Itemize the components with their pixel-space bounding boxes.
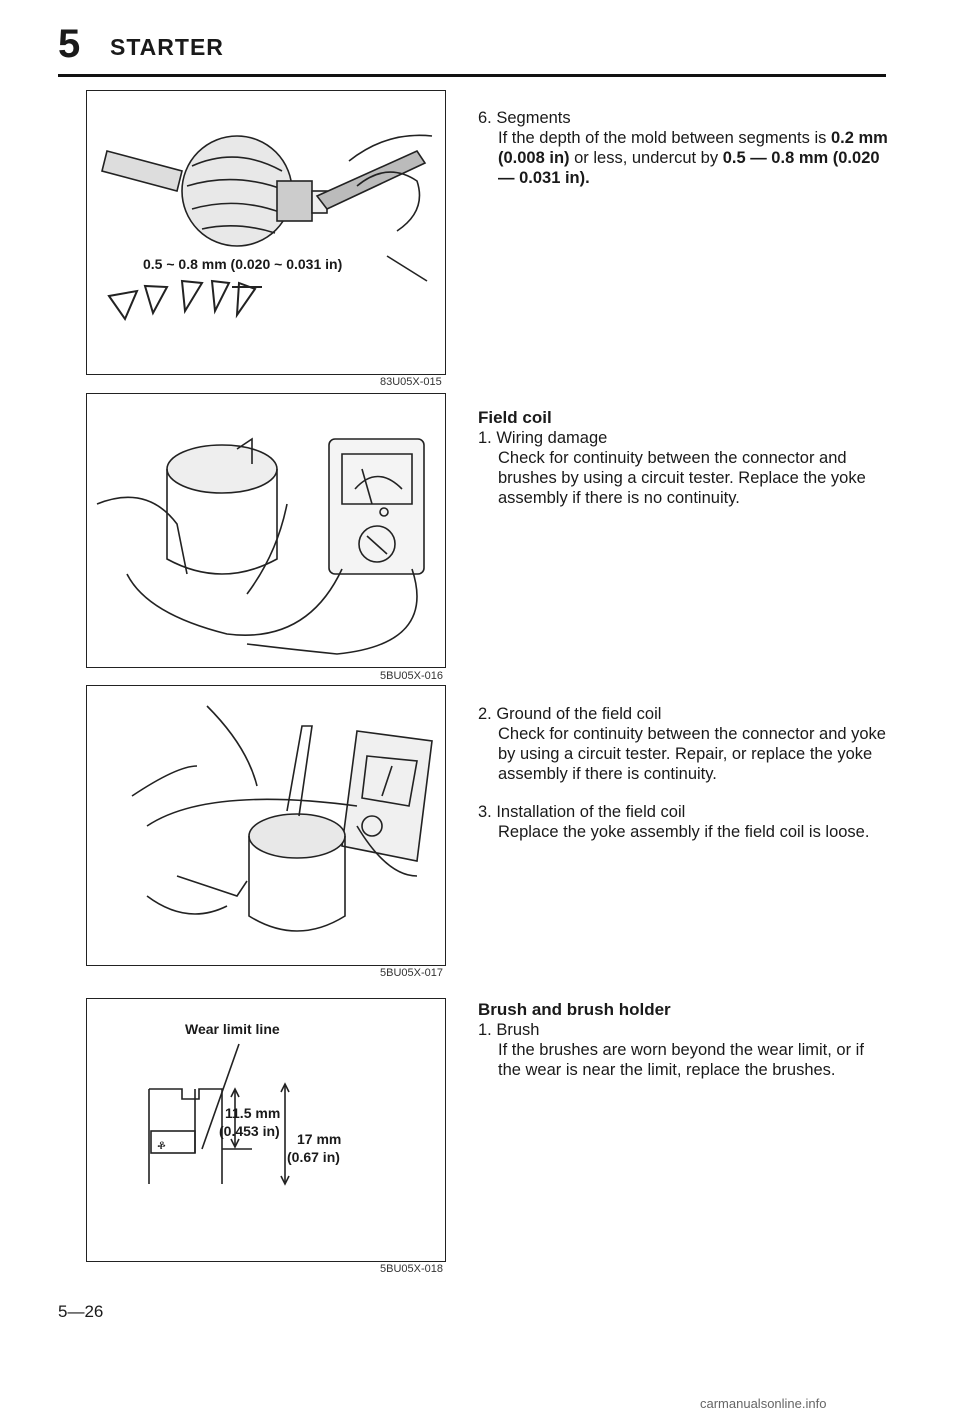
figure-code: 5BU05X-017 — [380, 967, 443, 979]
header-rule — [58, 74, 886, 77]
ground-test-illustration — [87, 686, 445, 965]
undercut-depth-label: 0.5 ~ 0.8 mm (0.020 ~ 0.031 in) — [143, 256, 343, 272]
figure-code: 5BU05X-018 — [380, 1263, 443, 1275]
brush-item1-title: 1. Brush — [478, 1021, 540, 1039]
dim-11-inch-label: (0.453 in) — [219, 1123, 280, 1139]
figure-field-coil-continuity — [86, 393, 446, 668]
dim-11-label: 11.5 mm — [225, 1105, 281, 1121]
field-coil-item1-body: Check for continuity between the connector and brushes by using a circuit tester. Replace the yoke assembly if there is no continuity. — [498, 449, 866, 507]
section-number: 5 — [58, 22, 81, 66]
brush-item1-body: If the brushes are worn beyond the wear limit, or if the wear is near the limit, replace the brushes. — [498, 1041, 864, 1079]
figure-brush-wear — [86, 998, 446, 1262]
field-coil-item1-title: 1. Wiring damage — [478, 429, 608, 447]
segments-text-1: If the depth of the mold between segments is — [498, 129, 831, 147]
segments-body — [478, 128, 888, 188]
bosch-logo: ቆ — [157, 1137, 166, 1152]
field-coil-section — [478, 408, 888, 508]
figure-field-coil-ground — [86, 685, 446, 966]
segments-title: 6. Segments — [478, 109, 571, 127]
field-coil-item2-title: 2. Ground of the field coil — [478, 705, 662, 723]
dim-17-label: 17 mm — [297, 1131, 342, 1147]
figure-armature — [86, 90, 446, 375]
section-title: STARTER — [110, 34, 224, 60]
wear-limit-label: Wear limit line — [185, 1021, 280, 1037]
watermark: carmanualsonline.info — [700, 1396, 827, 1411]
figure-code: 5BU05X-016 — [380, 670, 443, 682]
segments-bold-2: 0.5 — 0.8 mm (0.020 — 0.031 in). — [498, 149, 880, 187]
dim-17-inch-label: (0.67 in) — [287, 1149, 340, 1165]
field-coil-item3-body: Replace the yoke assembly if the field coil is loose. — [498, 823, 870, 841]
field-coil-item3-title: 3. Installation of the field coil — [478, 803, 686, 821]
brush-heading: Brush and brush holder — [478, 1000, 671, 1019]
brush-section — [478, 1000, 888, 1080]
segments-bold-1: 0.2 mm (0.008 in) — [498, 129, 888, 167]
armature-illustration — [87, 91, 445, 374]
field-coil-ground-section — [478, 704, 888, 842]
field-coil-heading: Field coil — [478, 408, 552, 427]
segments-section — [478, 108, 888, 188]
continuity-tester-illustration — [87, 394, 445, 667]
segments-text-2: or less, undercut by — [569, 149, 723, 167]
field-coil-item2-body: Check for continuity between the connector and yoke by using a circuit tester. Repair, or replace the yoke assembly if there is continuity. — [498, 725, 886, 783]
figure-code: 83U05X-015 — [380, 376, 442, 388]
page-number: 5—26 — [58, 1302, 104, 1321]
